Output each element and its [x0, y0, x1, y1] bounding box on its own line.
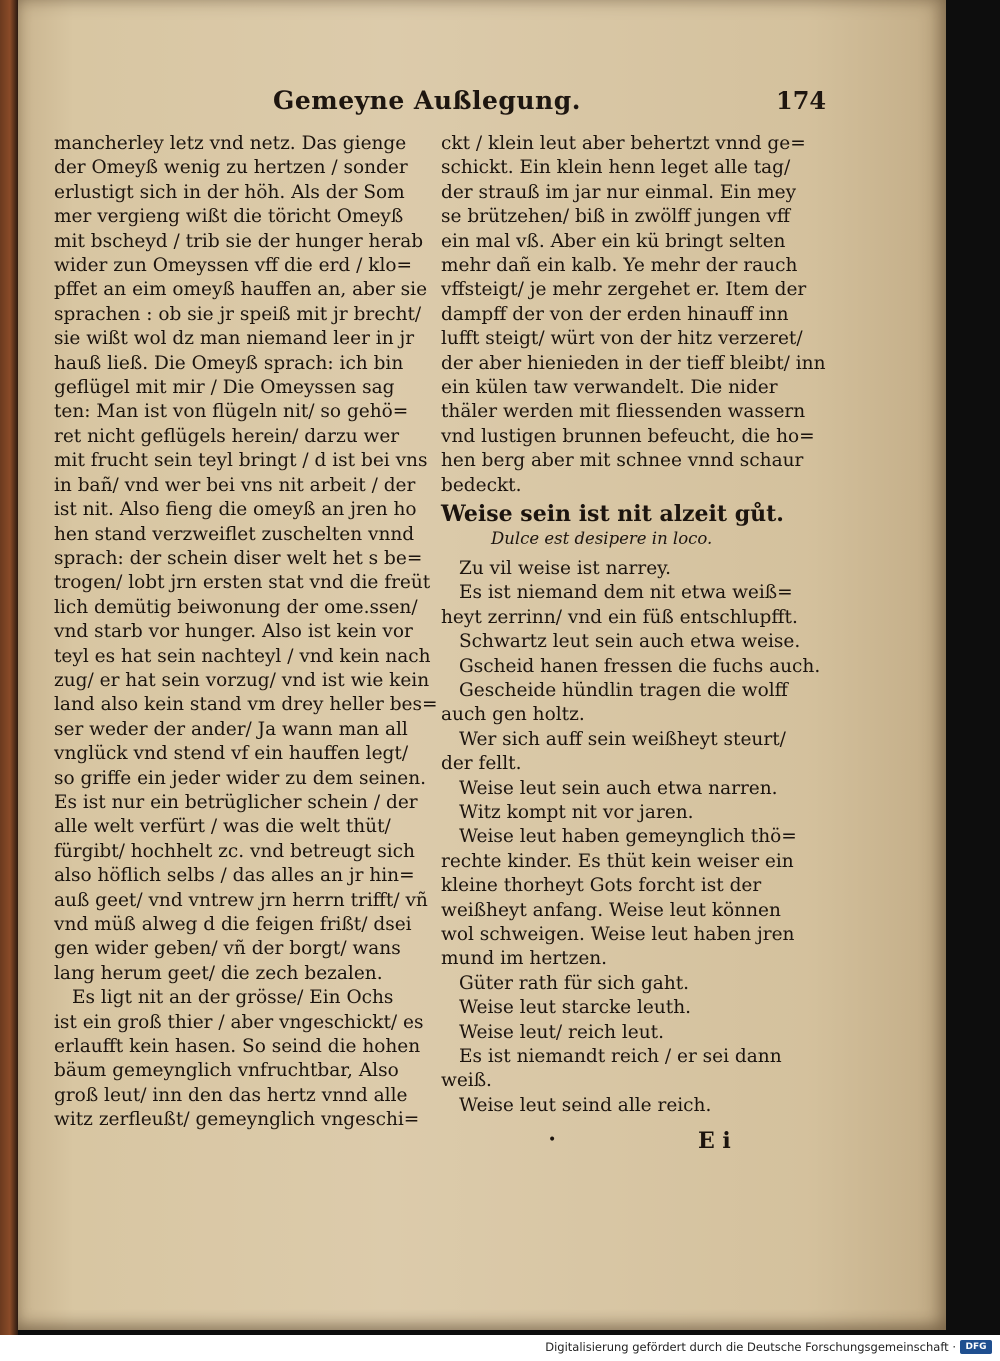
text-line: ist ein groß thier / aber vngeschickt/ es — [54, 1011, 424, 1033]
text-line: hen berg aber mit schnee vnnd schaur — [441, 450, 804, 472]
proverb-line: Zu vil weise ist narrey. — [459, 557, 672, 579]
text-line: lich demütig beiwonung der ome.ssen/ — [54, 596, 418, 618]
text-line: witz zerfleußt/ gemeynglich vngeschi= — [54, 1109, 420, 1131]
text-line: also höflich selbs / das alles an jr hin= — [54, 865, 415, 887]
running-head: Gemeyne Außlegung. — [273, 86, 581, 115]
text-line: sprach: der schein diser welt het s be= — [54, 547, 423, 569]
proverb-line: der fellt. — [441, 753, 522, 775]
text-line: ist nit. Also fieng die omeyß an jren ho — [54, 499, 417, 521]
text-line: mancherley letz vnd netz. Das gienge — [54, 133, 407, 154]
text-line: mer vergieng wißt die töricht Omeyß — [54, 206, 404, 228]
text-line: pffet an eim omeyß hauffen an, aber sie — [54, 279, 428, 301]
dfg-logo: DFG — [960, 1340, 992, 1354]
text-line: sie wißt wol dz man niemand leer in jr — [54, 328, 415, 350]
text-line: ten: Man ist von flügeln nit/ so gehö= — [54, 401, 409, 423]
text-line: vnd starb vor hunger. Also ist kein vor — [54, 621, 413, 643]
text-line: thäler werden mit fliessenden wassern — [441, 401, 806, 423]
proverb-line: kleine thorheyt Gots forcht ist der — [441, 875, 762, 897]
text-line: bäum gemeynglich vnfruchtbar, Also — [54, 1060, 399, 1082]
proverb-line: Schwartz leut sein auch etwa weise. — [459, 631, 801, 653]
text-line: auß geet/ vnd vntrew jrn herrn trifft/ vñ — [54, 889, 428, 911]
text-line: zug/ er hat sein vorzug/ vnd ist wie kein — [54, 669, 430, 691]
right-column-top-text — [441, 132, 826, 498]
proverb-line: Weise leut seind alle reich. — [459, 1094, 712, 1116]
proverb-line: rechte kinder. Es thüt kein weiser ein — [441, 850, 794, 872]
text-line: Es ist nur ein betrüglicher schein / der — [54, 791, 418, 813]
proverb-line: Güter rath für sich gaht. — [459, 972, 690, 994]
text-line: der aber hienieden in der tieff bleibt/ inn — [441, 352, 826, 374]
proverb-line: Weise leut starcke leuth. — [459, 997, 691, 1019]
text-line: mit bscheyd / trib sie der hunger herab — [54, 230, 424, 252]
text-line: ein külen taw verwandelt. Die nider — [441, 377, 778, 399]
text-line: gen wider geben/ vñ der borgt/ wans — [54, 938, 401, 960]
text-line: schickt. Ein klein henn leget alle tag/ — [441, 157, 791, 179]
text-line: Es ligt nit an der grösse/ Ein Ochs — [72, 987, 394, 1009]
text-line: der strauß im jar nur einmal. Ein mey — [441, 181, 797, 203]
proverb-line: Weise leut sein auch etwa narren. — [459, 777, 778, 799]
text-line: bedeckt. — [441, 474, 522, 496]
text-line: lufft steigt/ würt von der hitz verzeret/ — [441, 328, 803, 350]
left-column — [54, 132, 438, 1133]
text-line: hauß ließ. Die Omeyß sprach: ich bin — [54, 352, 404, 374]
proverb-line: Gescheide hündlin tragen die wolff — [459, 679, 788, 701]
proverb-line: Weise leut/ reich leut. — [459, 1021, 664, 1043]
text-line: erlustigt sich in der höh. Als der Som — [54, 181, 405, 203]
proverb-line: Gscheid hanen fressen die fuchs auch. — [459, 655, 821, 677]
text-line: dampff der von der erden hinauff inn — [441, 303, 789, 325]
section-heading: Weise sein ist nit alzeit gůt. — [441, 501, 784, 528]
text-line: der Omeyß wenig zu hertzen / sonder — [54, 157, 408, 179]
proverb-line: Es ist niemand dem nit etwa weiß= — [459, 582, 793, 604]
text-line: vnd müß alweg d die feigen frißt/ dsei — [54, 914, 412, 935]
text-line: alle welt verfürt / was die welt thüt/ — [54, 816, 391, 838]
text-line: sprachen : ob sie jr speiß mit jr brecht/ — [54, 303, 422, 325]
proverb-line: Wer sich auff sein weißheyt steurt/ — [459, 728, 786, 750]
text-line: trogen/ lobt jrn ersten stat vnd die freüt — [54, 572, 431, 594]
proverb-line: Witz kompt nit vor jaren. — [459, 801, 694, 823]
text-line: vnd lustigen brunnen befeucht, die ho= — [441, 425, 815, 447]
text-line: geflügel mit mir / Die Omeyssen sag — [54, 377, 395, 399]
text-line: vnglück vnd stend vf ein hauffen legt/ — [54, 743, 409, 765]
text-line: erlaufft kein hasen. So seind die hohen — [54, 1036, 421, 1058]
folio-number: 174 — [776, 86, 827, 115]
text-line: ckt / klein leut aber behertzt vnnd ge= — [441, 133, 806, 154]
right-column — [441, 132, 826, 1118]
text-line: in bañ/ vnd wer bei vns nit arbeit / der — [54, 474, 416, 496]
text-line: fürgibt/ hochhelt zc. vnd betreugt sich — [54, 840, 415, 862]
proverb-line: weiß. — [441, 1070, 492, 1092]
text-line: ret nicht geflügels herein/ darzu wer — [54, 425, 400, 447]
proverb-line: Weise leut haben gemeynglich thö= — [459, 826, 797, 848]
proverb-line: weißheyt anfang. Weise leut können — [441, 899, 781, 921]
footer-bar — [0, 1335, 1000, 1361]
text-line: teyl es hat sein nachteyl / vnd kein nach — [54, 645, 431, 667]
footer-credit: Digitalisierung gefördert durch die Deutsche Forschungsgemeinschaft · — [545, 1340, 956, 1354]
text-line: wider zun Omeyssen vff die erd / klo= — [54, 255, 413, 277]
text-line: so griffe ein jeder wider zu dem seinen. — [54, 767, 426, 789]
book-spine-edge — [0, 0, 18, 1335]
text-line: mehr dañ ein kalb. Ye mehr der rauch — [441, 255, 798, 277]
proverb-line: mund im hertzen. — [441, 948, 608, 970]
signature-mark: E i — [698, 1128, 731, 1154]
latin-motto: Dulce est desipere in loco. — [491, 528, 713, 548]
proverb-list — [441, 557, 821, 1118]
text-line: se brützehen/ biß in zwölff jungen vff — [441, 206, 791, 228]
proverb-line: auch gen holtz. — [441, 704, 585, 726]
text-line: land also kein stand vm drey heller bes= — [54, 694, 438, 716]
text-line: lang herum geet/ die zech bezalen. — [54, 962, 383, 984]
text-line: mit frucht sein teyl bringt / d ist bei vns — [54, 450, 428, 472]
text-line: hen stand verzweiflet zuschelten vnnd — [54, 523, 415, 545]
text-line: ser weder der ander/ Ja wann man all — [54, 718, 408, 740]
proverb-line: heyt zerrinn/ vnd ein füß entschlupfft. — [441, 606, 798, 628]
ornament-dot: • — [548, 1132, 557, 1148]
text-line: vffsteigt/ je mehr zergehet er. Item der — [441, 279, 807, 301]
proverb-line: wol schweigen. Weise leut haben jren — [441, 924, 795, 945]
book-page — [18, 0, 946, 1330]
text-line: groß leut/ inn den das hertz vnnd alle — [54, 1084, 408, 1106]
text-line: ein mal vß. Aber ein kü bringt selten — [441, 230, 786, 252]
proverb-line: Es ist niemandt reich / er sei dann — [459, 1046, 782, 1068]
